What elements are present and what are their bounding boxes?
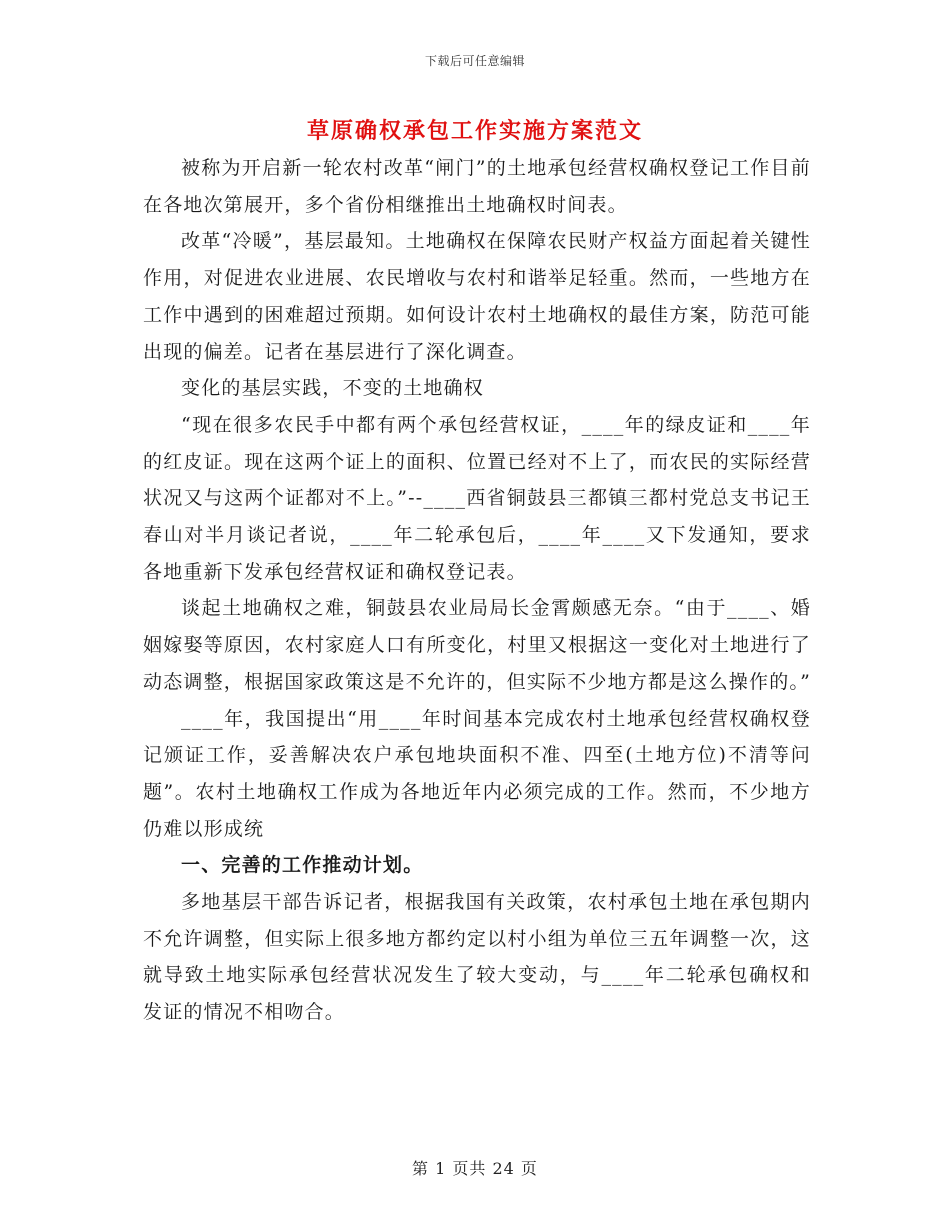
paragraph-reform: 改革“冷暖”，基层最知。土地确权在保障农民财产权益方面起着关键性作用，对促进农业进展、农民增收与农村和谐举足轻重。然而，一些地方在工作中遇到的困难超过预期。如何设计农村土地确权的最佳方案，防范可能出现的偏差。记者在基层进行了深化调查。: [143, 230, 811, 363]
header-note: 下载后可任意编辑: [424, 54, 525, 68]
paragraph-quote: “现在很多农民手中都有两个承包经营权证，____年的绿皮证和____年的红皮证。现在这两个证上的面积、位置已经对不上了，而农民的实际经营状况又与这两个证都对不上。”--____西省铜鼓县三都镇三都村党总支书记王春山对半月谈记者说，____年二轮承包后，____年____又下发通知，要求各地重新下发承包经营权证和确权登记表。: [143, 413, 811, 583]
document-body: [143, 150, 811, 1031]
paragraph-intro: 被称为开启新一轮农村改革“闸门”的土地承包经营权确权登记工作目前在各地次第展开，多个省份相继推出土地确权时间表。: [143, 157, 811, 216]
section-heading: 一、完善的工作推动计划。: [181, 854, 424, 877]
paragraph-subtitle: 变化的基层实践，不变的土地确权: [181, 377, 485, 400]
paragraph-cadres: 多地基层干部告诉记者，根据我国有关政策，农村承包土地在承包期内不允许调整，但实际上很多地方都约定以村小组为单位三五年调整一次，这就导致土地实际承包经营状况发生了较大变动，与____年二轮承包确权和发证的情况不相吻合。: [143, 891, 811, 1024]
page-footer: 第 1 页共 24 页: [412, 1159, 538, 1178]
paragraph-difficulty: 谈起土地确权之难，铜鼓县农业局局长金霄颇感无奈。“由于____、婚姻嫁娶等原因，农村家庭人口有所变化，村里又根据这一变化对土地进行了动态调整，根据国家政策这是不允许的，但实际不少地方都是这么操作的。”: [143, 597, 812, 693]
document-title: 草原确权承包工作实施方案范文: [306, 118, 643, 144]
paragraph-policy: ____年，我国提出“用____年时间基本完成农村土地承包经营权确权登记颁证工作，妥善解决农户承包地块面积不准、四至(土地方位)不清等问题”。农村土地确权工作成为各地近年内必须完成的工作。然而，不少地方仍难以形成统: [143, 707, 811, 840]
